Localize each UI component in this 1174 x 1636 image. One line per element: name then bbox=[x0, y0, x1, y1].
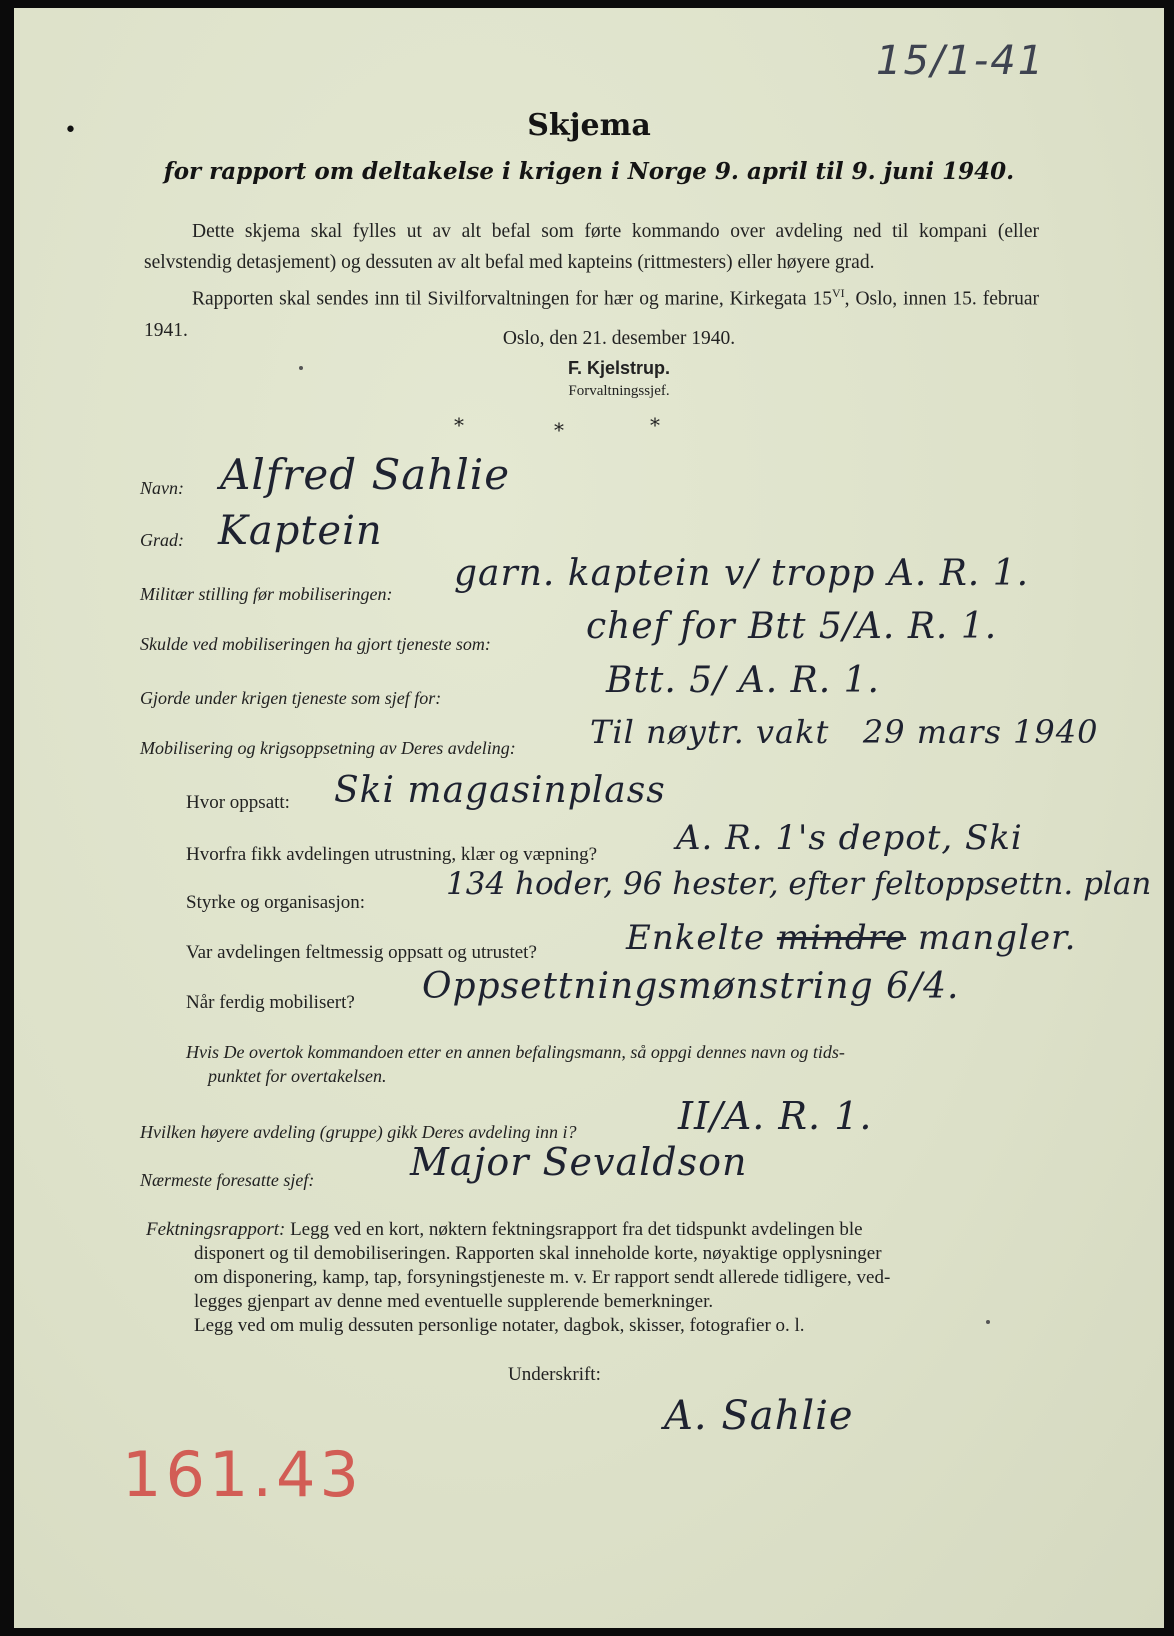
intro-p2-superscript: VI bbox=[831, 286, 845, 300]
separator-star: * bbox=[454, 413, 464, 437]
red-archive-number: 161.43 bbox=[122, 1438, 363, 1511]
field-value-mobilisering: Til nøytr. vakt 29 mars 1940 bbox=[590, 713, 1099, 751]
field-value-hvilken: II/A. R. 1. bbox=[678, 1094, 873, 1138]
signer-name: F. Kjelstrup. bbox=[567, 358, 670, 378]
field-label-hvor-oppsatt: Hvor oppsatt: bbox=[186, 792, 290, 813]
hvis-de-line-2: punktet for overtakelsen. bbox=[208, 1066, 387, 1086]
field-label-hvilken: Hvilken høyere avdeling (gruppe) gikk Deres avdeling inn i? bbox=[140, 1122, 577, 1142]
field-value-naar-ferdig: Oppsettningsmønstring 6/4. bbox=[422, 966, 960, 1007]
value-part: mangler. bbox=[917, 918, 1077, 958]
fektning-line: legges gjenpart av denne med eventuelle supplerende bemerkninger. bbox=[194, 1291, 714, 1312]
field-value-hvor-oppsatt: Ski magasinplass bbox=[334, 770, 666, 811]
underskrift-label: Underskrift: bbox=[508, 1364, 601, 1385]
margin-bullet: • bbox=[64, 118, 77, 143]
field-label-grad: Grad: bbox=[140, 530, 184, 550]
value-part: Enkelte bbox=[626, 918, 766, 958]
field-label-hvorfra: Hvorfra fikk avdelingen utrustning, klær og væpning? bbox=[186, 844, 598, 865]
form-title: Skjema bbox=[527, 108, 651, 143]
fektning-line bbox=[146, 1218, 1032, 1242]
field-value-var-avdelingen bbox=[626, 918, 1076, 958]
field-label-gjorde: Gjorde under krigen tjeneste som sjef for: bbox=[140, 688, 442, 708]
field-value-militaer-stilling: garn. kaptein v/ tropp A. R. 1. bbox=[454, 553, 1030, 594]
field-label-militaer-stilling: Militær stilling før mobiliseringen: bbox=[140, 584, 393, 604]
intro-paragraph-1: Dette skjema skal fylles ut av alt befal som førte kommando over avdeling ned til kompani (eller selvstendig detasjement) og dessuten av alt befal med kapteins (rittmesters) eller høyere grad. bbox=[144, 221, 1039, 273]
field-label-naermeste: Nærmeste foresatte sjef: bbox=[140, 1170, 315, 1190]
form-subtitle: for rapport om deltakelse i krigen i Norge 9. april til 9. juni 1940. bbox=[163, 158, 1015, 185]
struck-word: mindre bbox=[776, 918, 907, 958]
field-value-styrke: 134 hoder, 96 hester, efter feltoppsettn. plan bbox=[446, 866, 1152, 902]
fektning-text: Legg ved en kort, nøktern fektningsrapport fra det tidspunkt avdelingen ble bbox=[290, 1219, 863, 1240]
fektning-line: om disponering, kamp, tap, forsyningstjeneste m. v. Er rapport sendt allerede tidligere, ved- bbox=[194, 1267, 891, 1288]
field-value-gjorde: Btt. 5/ A. R. 1. bbox=[606, 660, 880, 701]
field-value-navn: Alfred Sahlie bbox=[220, 450, 511, 499]
field-value-naermeste: Major Sevaldson bbox=[410, 1140, 748, 1184]
speck bbox=[299, 366, 303, 370]
handwritten-corner-note: 15/1-41 bbox=[876, 38, 1046, 84]
field-label-navn: Navn: bbox=[140, 478, 184, 498]
field-value-hvorfra: A. R. 1's depot, Ski bbox=[676, 818, 1023, 858]
signature: A. Sahlie bbox=[664, 1393, 854, 1439]
field-label-styrke: Styrke og organisasjon: bbox=[186, 892, 366, 913]
field-label-naar-ferdig: Når ferdig mobilisert? bbox=[186, 992, 355, 1013]
fektning-paragraph bbox=[146, 1218, 1032, 1338]
intro-text bbox=[144, 216, 1039, 346]
intro-p2-text-end: , Oslo, innen 15. februar 1941. bbox=[144, 288, 1039, 341]
speck bbox=[986, 1320, 990, 1324]
field-label-skulde: Skulde ved mobiliseringen ha gjort tjeneste som: bbox=[140, 634, 491, 654]
intro-p2-text: Rapporten skal sendes inn til Sivilforvaltningen for hær og marine, Kirkegata 15 bbox=[192, 288, 832, 310]
separator-star: * bbox=[650, 413, 660, 437]
document-sheet bbox=[14, 8, 1164, 1628]
field-label-mobilisering: Mobilisering og krigsoppsetning av Deres avdeling: bbox=[140, 738, 516, 758]
dateline: Oslo, den 21. desember 1940. bbox=[502, 328, 736, 349]
field-label-var-avdelingen: Var avdelingen feltmessig oppsatt og utrustet? bbox=[186, 942, 537, 963]
fektning-line: Legg ved om mulig dessuten personlige notater, dagbok, skisser, fotografier o. l. bbox=[194, 1315, 805, 1336]
hvis-de-line-1: Hvis De overtok kommandoen etter en annen befalingsmann, så oppgi dennes navn og tids- bbox=[186, 1042, 845, 1062]
fektning-line: disponert og til demobiliseringen. Rapporten skal inneholde korte, nøyaktige opplysninger bbox=[194, 1243, 882, 1264]
separator-star: * bbox=[554, 418, 564, 442]
signer-title: Forvaltningssjef. bbox=[568, 383, 670, 399]
field-value-skulde: chef for Btt 5/A. R. 1. bbox=[586, 606, 998, 647]
fektning-label: Fektningsrapport: bbox=[146, 1219, 286, 1240]
field-value-grad: Kaptein bbox=[218, 508, 383, 554]
